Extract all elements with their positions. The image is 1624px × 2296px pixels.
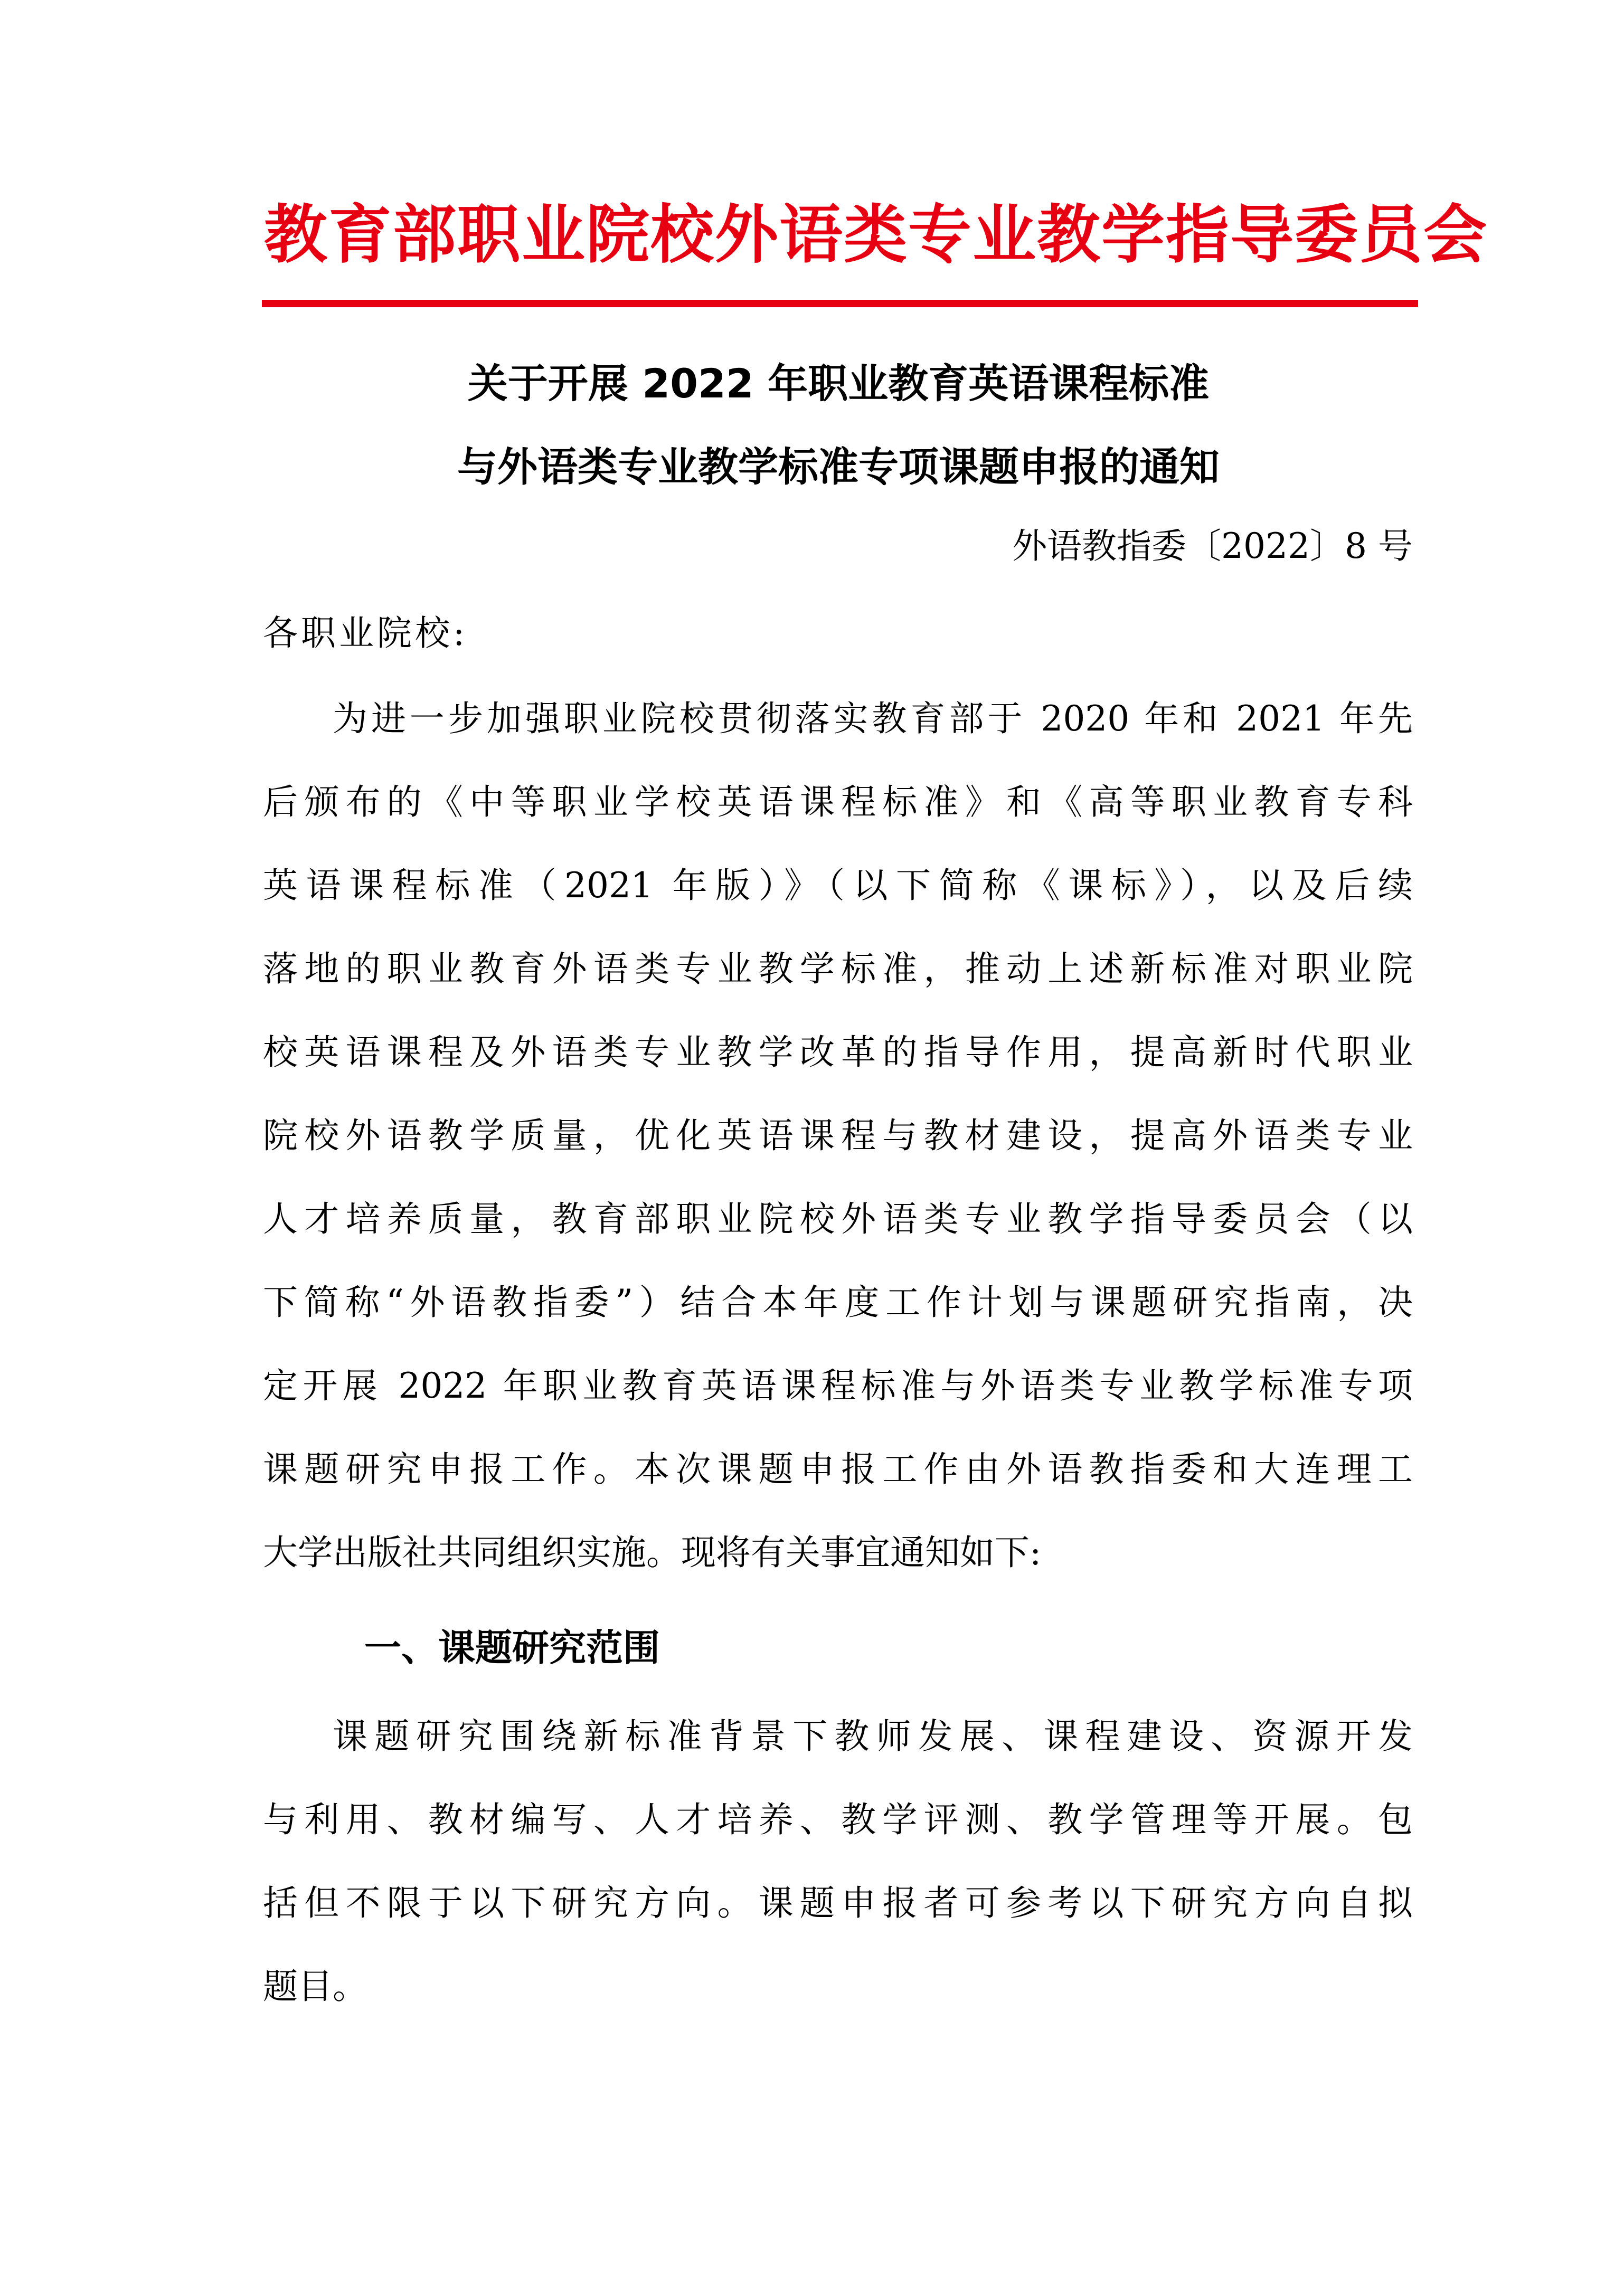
paragraph-line: 下简称“外语教指委”）结合本年度工作计划与课题研究指南，决 xyxy=(263,1282,1413,1323)
body-paragraph-research-scope xyxy=(263,1710,1413,2044)
section-heading-research-scope: 一、课题研究范围 xyxy=(364,1626,660,1669)
paragraph-line: 课题研究围绕新标准背景下教师发展、课程建设、资源开发 xyxy=(333,1716,1413,1757)
paragraph-line: 英语课程标准（2021 年版）》（以下简称《课标》），以及后续 xyxy=(263,865,1413,906)
paragraph-line: 为进一步加强职业院校贯彻落实教育部于 2020 年和 2021 年先 xyxy=(333,698,1413,739)
letterhead-organization: 教育部职业院校外语类专业教学指导委员会 xyxy=(264,197,1488,272)
paragraph-line: 人才培养质量，教育部职业院校外语类专业教学指导委员会（以 xyxy=(263,1199,1413,1239)
paragraph-line: 与利用、教材编写、人才培养、教学评测、教学管理等开展。包 xyxy=(263,1799,1413,1840)
paragraph-line: 后颁布的《中等职业学校英语课程标准》和《高等职业教育专科 xyxy=(263,782,1413,822)
paragraph-line: 院校外语教学质量，优化英语课程与教材建设，提高外语类专业 xyxy=(263,1115,1413,1156)
salutation: 各职业院校: xyxy=(263,613,468,653)
paragraph-line: 题目。 xyxy=(263,1966,367,2007)
paragraph-line: 大学出版社共同组织实施。现将有关事宜通知如下: xyxy=(263,1532,1042,1573)
paragraph-line: 落地的职业教育外语类专业教学标准，推动上述新标准对职业院 xyxy=(263,948,1413,989)
paragraph-line: 校英语课程及外语类专业教学改革的指导作用，提高新时代职业 xyxy=(263,1032,1413,1073)
letterhead-red-rule xyxy=(262,300,1418,307)
paragraph-line: 括但不限于以下研究方向。课题申报者可参考以下研究方向自拟 xyxy=(263,1883,1413,1923)
body-paragraph-intro xyxy=(263,692,1413,1610)
notice-title-line-2: 与外语类专业教学标准专项课题申报的通知 xyxy=(457,443,1220,490)
paragraph-line: 课题研究申报工作。本次课题申报工作由外语教指委和大连理工 xyxy=(263,1449,1413,1489)
paragraph-line: 定开展 2022 年职业教育英语课程标准与外语类专业教学标准专项 xyxy=(263,1365,1413,1406)
document-number: 外语教指委〔2022〕8 号 xyxy=(1012,526,1413,566)
notice-title-line-1: 关于开展 2022 年职业教育英语课程标准 xyxy=(467,360,1210,407)
